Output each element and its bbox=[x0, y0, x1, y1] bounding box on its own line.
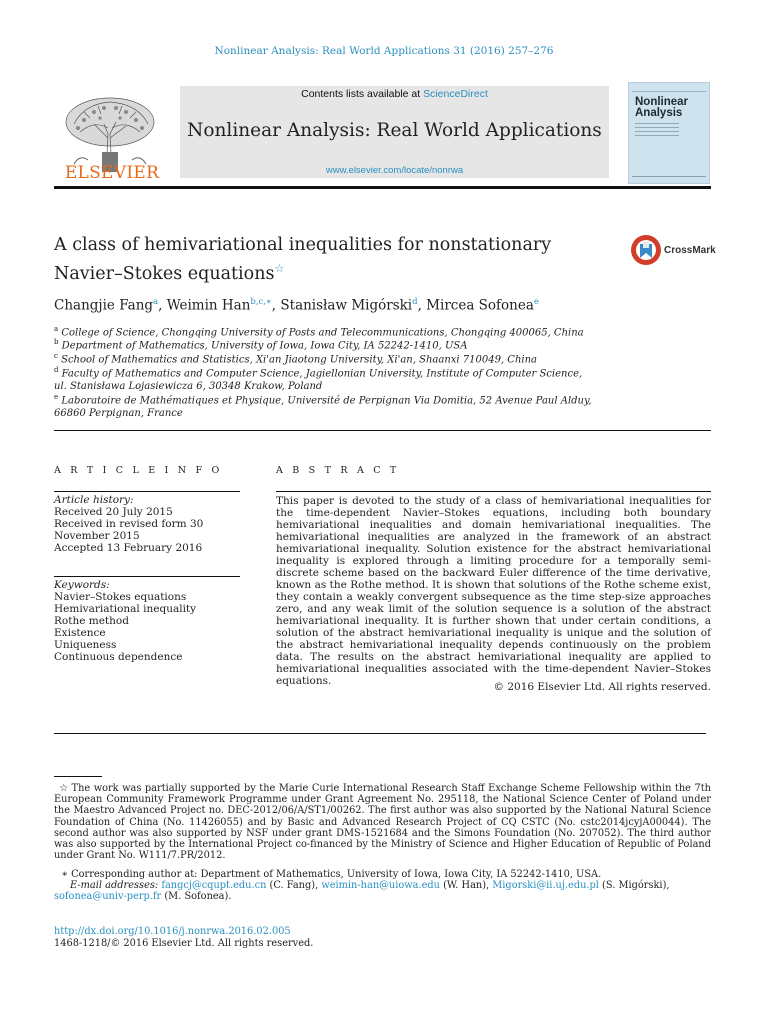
affiliation-mark: d bbox=[54, 366, 59, 374]
affiliation-text: Faculty of Mathematics and Computer Science, Jagiellonian University, Institute of Computer Science, bbox=[61, 368, 583, 380]
affiliation-mark: e bbox=[54, 393, 59, 401]
email-link[interactable]: Migorski@ii.uj.edu.pl bbox=[492, 880, 599, 892]
keyword: Navier–Stokes equations bbox=[54, 591, 187, 603]
funding-text: The work was partially supported by the Marie Curie International Research Staff Exchange Scheme Fellowship within the 7th European Community Framework Programme under Grant Agreement No. 295118, the National Science Center of Poland under the Maestro Advanced Project no. DEC-2012/06/A/ST1/00262. The first author was also supported by the National Natural Science Foundation of China (No. 11426055) and by Basic and Advanced Research Project of CQ CSTC (No. cstc2014jcyjA00044). The second author was also supported by NSF under grant DMS-1521684 and the Simons Foundation (No. 207052). The third author was also supported by the International Project co-financed by the Ministry of Science and Higher Education of Republic of Poland under Grant No. W111/7.PR/2012. bbox=[54, 783, 711, 862]
journal-cover-image bbox=[628, 82, 710, 184]
keywords-block bbox=[54, 579, 240, 663]
email-link[interactable]: sofonea@univ-perp.fr bbox=[54, 891, 162, 903]
affiliation-rule bbox=[54, 430, 711, 431]
title-line-1: A class of hemivariational inequalities for nonstationary bbox=[54, 235, 552, 255]
abstract-rule bbox=[276, 491, 711, 492]
email-link[interactable]: weimin-han@uiowa.edu bbox=[321, 880, 440, 892]
affiliation-text: Laboratoire de Mathématiques et Physique, Université de Perpignan Via Domitia, 52 Avenue Paul Alduy, bbox=[61, 395, 592, 407]
affiliation-mark: c bbox=[54, 352, 58, 360]
corresponding-footnote bbox=[54, 869, 711, 903]
affiliation bbox=[54, 364, 714, 393]
author-separator: , bbox=[158, 297, 167, 314]
keyword: Existence bbox=[54, 627, 106, 639]
affiliation-text-cont: ul. Stanisława Lojasiewicza 6, 30348 Krakow, Poland bbox=[54, 380, 323, 392]
abstract-heading: A B S T R A C T bbox=[276, 465, 400, 476]
author-name[interactable]: Weimin Han bbox=[166, 297, 251, 314]
journal-title: Nonlinear Analysis: Real World Applications bbox=[187, 120, 602, 141]
keyword: Uniqueness bbox=[54, 639, 117, 651]
history-revised: Received in revised form 30 bbox=[54, 518, 204, 530]
keywords-heading: Keywords: bbox=[54, 579, 110, 591]
funding-footnote bbox=[54, 783, 711, 861]
author-affil-sup[interactable]: a bbox=[153, 297, 159, 307]
author-name[interactable]: Changjie Fang bbox=[54, 297, 154, 314]
cover-title-line1: Nonlinear bbox=[635, 96, 689, 108]
affiliation-text: Department of Mathematics, University of Iowa, Iowa City, IA 52242-1410, USA bbox=[61, 340, 468, 352]
keyword: Hemivariational inequality bbox=[54, 603, 197, 615]
author-separator: , bbox=[417, 297, 427, 314]
abstract-body: This paper is devoted to the study of a class of hemivariational inequalities for the time-dependent Navier–Stokes equations, including both boundary hemivariational inequalities and domain hemivariational inequalities. The hemivariational inequalities are analyzed in the framework of an abstract hemivariational inequality. Solution existence for the abstract hemivariational inequality is explored through a limiting procedure for a temporally semi-discrete scheme based on the backward Euler difference of the time derivative, known as the Rothe method. It is shown that solutions of the Rothe scheme exist, they contain a weakly convergent subsequence as the time step-size approaches zero, and any weak limit of the solution sequence is a solution of the abstract hemivariational inequality. It is further shown that under certain conditions, a solution of the abstract hemivariational inequality is unique and the solution of the abstract hemivariational inequality depends continuously on the problem data. The results on the abstract hemivariational inequality are applied to hemivariational inequalities associated with the time-dependent Navier–Stokes equations. bbox=[276, 495, 711, 687]
email-label: E-mail addresses: bbox=[70, 880, 159, 892]
author-list bbox=[54, 297, 714, 314]
history-heading: Article history: bbox=[54, 494, 134, 506]
footnote-star-mark: ☆ bbox=[59, 783, 68, 794]
author-affil-sup[interactable]: b,c,∗ bbox=[250, 297, 272, 307]
keyword: Rothe method bbox=[54, 615, 129, 627]
affiliation-mark: a bbox=[54, 325, 59, 333]
email-owner: (C. Fang), bbox=[266, 880, 322, 892]
title-line-2: Navier–Stokes equations bbox=[54, 263, 275, 284]
author-separator: , bbox=[271, 297, 281, 314]
affiliation-text: College of Science, Chongqing University of Posts and Telecommunications, Chongqing 400065, China bbox=[61, 327, 584, 339]
affiliation-text: School of Mathematics and Statistics, Xi'an Jiaotong University, Xi'an, Shaanxi 710049, China bbox=[61, 354, 537, 366]
affiliation-text-cont: 66860 Perpignan, France bbox=[54, 407, 183, 419]
title-footnote-star[interactable]: ☆ bbox=[274, 262, 285, 275]
footnote-rule bbox=[54, 776, 102, 777]
keyword: Continuous dependence bbox=[54, 651, 183, 663]
history-accepted: Accepted 13 February 2016 bbox=[54, 542, 203, 554]
corr-mark: ∗ bbox=[61, 869, 68, 880]
corresponding-text: Corresponding author at: Department of Mathematics, University of Iowa, Iowa City, IA 52242-1410, USA. bbox=[71, 869, 602, 880]
author-affil-sup[interactable]: e bbox=[533, 297, 539, 307]
issn-copyright: 1468-1218/© 2016 Elsevier Ltd. All rights reserved. bbox=[54, 938, 314, 949]
author-name[interactable]: Mircea Sofonea bbox=[426, 297, 534, 314]
email-link[interactable]: fangcj@cqupt.edu.cn bbox=[161, 880, 267, 892]
journal-homepage-link[interactable]: www.elsevier.com/locate/nonrwa bbox=[325, 165, 464, 176]
history-received: Received 20 July 2015 bbox=[54, 506, 173, 518]
cover-title-line2: Analysis bbox=[635, 107, 683, 119]
publisher-name: ELSEVIER bbox=[64, 163, 160, 183]
affiliation bbox=[54, 391, 714, 420]
doi-link[interactable]: http://dx.doi.org/10.1016/j.nonrwa.2016.02.005 bbox=[54, 926, 291, 937]
email-owner: (W. Han), bbox=[440, 880, 493, 892]
article-history bbox=[54, 494, 240, 554]
contents-availability bbox=[180, 88, 609, 100]
contents-prefix: Contents lists available at bbox=[301, 88, 424, 100]
sciencedirect-link[interactable]: ScienceDirect bbox=[423, 88, 488, 100]
history-revised-cont: November 2015 bbox=[54, 530, 140, 542]
crossmark-label[interactable]: CrossMark bbox=[664, 245, 716, 256]
keywords-rule bbox=[54, 576, 240, 577]
affiliation-mark: b bbox=[54, 338, 59, 346]
article-info-rule bbox=[54, 491, 240, 492]
abstract-copyright: © 2016 Elsevier Ltd. All rights reserved. bbox=[493, 681, 711, 693]
author-name[interactable]: Stanisław Migórski bbox=[280, 297, 413, 314]
email-owner: (S. Migórski), bbox=[598, 880, 670, 892]
journal-reference[interactable]: Nonlinear Analysis: Real World Applications 31 (2016) 257–276 bbox=[214, 45, 554, 57]
header-rule bbox=[54, 186, 711, 189]
article-info-heading: A R T I C L E I N F O bbox=[54, 465, 223, 476]
paper-title bbox=[54, 233, 574, 286]
author-affil-sup[interactable]: d bbox=[412, 297, 418, 307]
abstract-bottom-rule bbox=[54, 733, 706, 734]
email-owner: (M. Sofonea). bbox=[161, 891, 232, 903]
